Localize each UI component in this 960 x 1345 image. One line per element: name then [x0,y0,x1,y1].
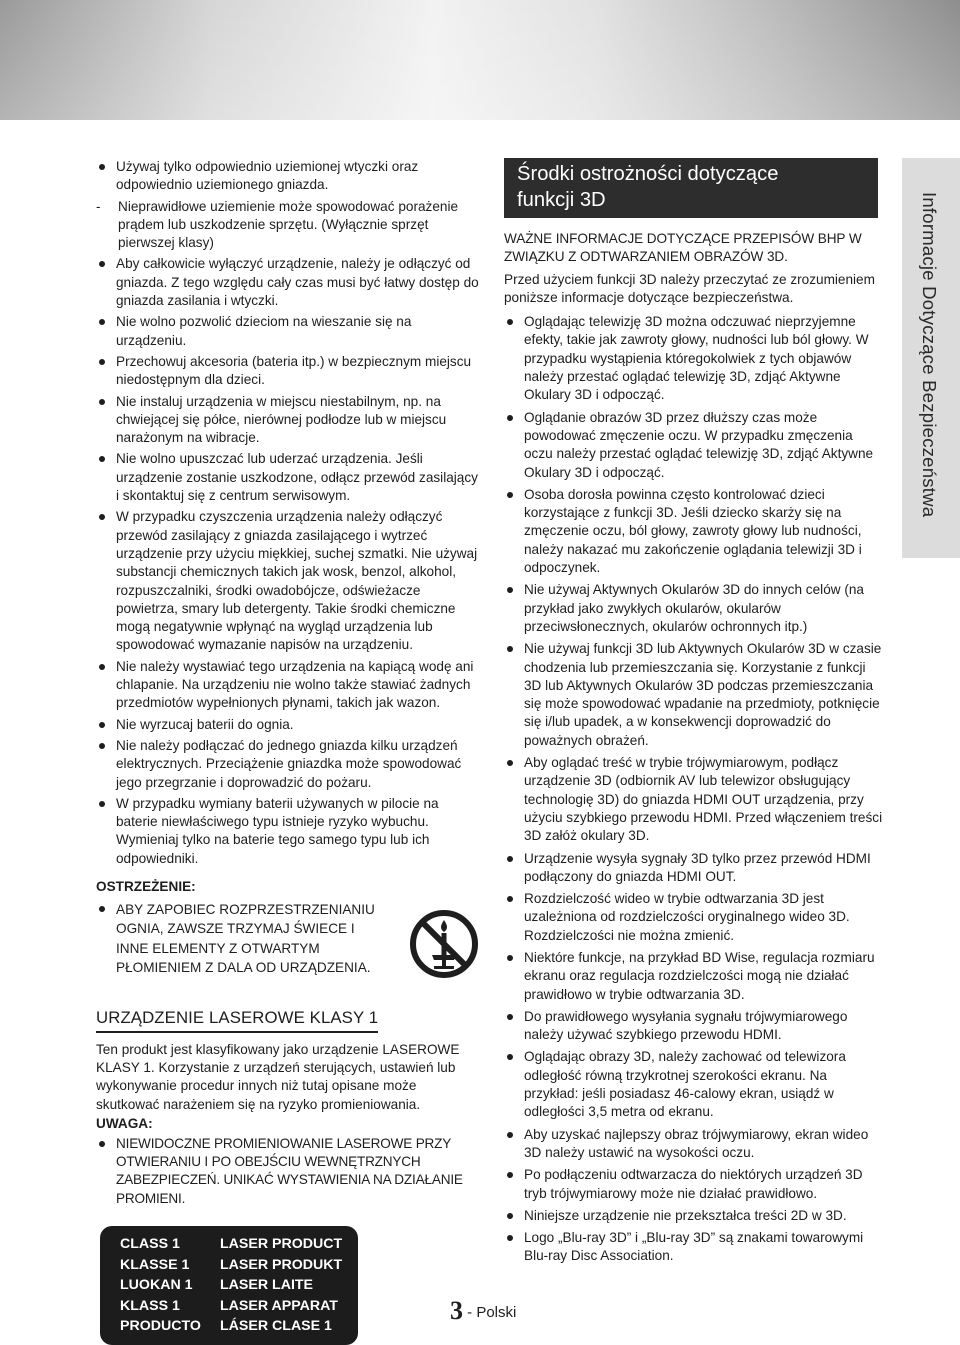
list-item: W przypadku wymiany baterii używanych w pilocie na baterie niewłaściwego typu istnieje ryzyko wybuchu. Wymieniaj tylko na baterie tego samego typu lub ich odpowiedniki. [96,795,482,868]
safety-list-top [96,158,482,195]
important-note: WAŻNE INFORMACJE DOTYCZĄCE PRZEPISÓW BHP W ZWIĄZKU Z ODTWARZANIEM OBRAZÓW 3D. [504,231,862,265]
list-item: Aby oglądać treść w trybie trójwymiarowym, podłącz urządzenie 3D (odbiornik AV lub telewizor obsługujący technologię 3D) do gniazda HDMI OUT urządzenia, przy użyciu szybkiego przewodu HDMI. Przed włączeniem treści 3D załóż okulary 3D. [504,754,884,845]
list-item: Niektóre funkcje, na przykład BD Wise, regulacja rozmiaru ekranu oraz regulacja rozdzielczości mogą nie działać prawidłowo w trybie odtwarzania 3D. [504,949,884,1004]
list-item: Aby uzyskać najlepszy obraz trójwymiarowy, ekran wideo 3D należy ustawić na wysokości oczu. [504,1126,884,1163]
list-item: Nie należy wystawiać tego urządzenia na kapiącą wodę ani chlapanie. Na urządzeniu nie wolno także stawiać żadnych przedmiotów wypełnionych płynami, takich jak wazon. [96,658,482,713]
laser-label-row [120,1275,358,1296]
section-title-line2: funkcji 3D [517,189,606,211]
page-language: - Polski [463,1304,517,1321]
3d-safety-list [504,313,884,1266]
caution-heading: OSTRZEŻENIE: [96,878,196,894]
section-title-line1: Środki ostrożności dotyczące [517,163,779,185]
list-item: Do prawidłowego wysyłania sygnału trójwymiarowego należy używać szybkiego przewodu HDMI. [504,1008,884,1045]
laser-label-product: LASER LAITE [220,1277,314,1294]
page-footer [450,1296,516,1326]
laser-label-product: LASER PRODUKT [220,1256,343,1273]
list-item: Nie używaj funkcji 3D lub Aktywnych Okularów 3D w czasie chodzenia lub przemieszczania się. Korzystanie z funkcji 3D lub Aktywnych Okularów 3D podczas przemieszczania się może spowodować wpadanie na przedmioty, potknięcie się i/lub upadek, a w konsekwencji doprowadzić do poważnych obrażeń. [504,640,884,750]
list-item: Oglądając telewizję 3D można odczuwać nieprzyjemne efekty, takie jak zawroty głowy, nudności lub ból głowy. W przypadku wystąpienia któregokolwiek z tych objawów należy przestać oglądać telewizję 3D, zdjąć Aktywne Okulary 3D i odpocząć. [504,313,884,404]
laser-warning-list [96,1135,482,1208]
list-item: Oglądanie obrazów 3D przez dłuższy czas może powodować zmęczenie oczu. W przypadku zmęczenia oczu należy przestać oglądać telewizję 3D, zdjąć Aktywne Okulary 3D i odpocząć. [504,409,884,482]
laser-label-class: KLASS 1 [120,1297,180,1314]
list-item: Przechowuj akcesoria (bateria itp.) w bezpiecznym miejscu niedostępnym dla dzieci. [96,353,482,390]
list-item: Po podłączeniu odtwarzacza do niektórych urządzeń 3D tryb trójwymiarowy może nie działać prawidłowo. [504,1166,884,1203]
chapter-side-tab-label: Informacje Dotyczące Bezpieczeństwa [919,192,940,518]
list-item: Aby całkowicie wyłączyć urządzenie, należy je odłączyć od gniazda. Z tego względu cały czas musi być łatwy dostęp do gniazda zasilania i wtyczki. [96,255,482,310]
laser-label-class: PRODUCTO [120,1318,201,1335]
laser-warning-text: NIEWIDOCZNE PROMIENIOWANIE LASEROWE PRZY OTWIERANIU I PO OBEJŚCIU WEWNĘTRZNYCH ZABEZPIECZEŃ. UNIKAĆ WYSTAWIENIA NA DZIAŁANIE PROMIENI. [96,1135,482,1208]
laser-label-product: LÁSER CLASE 1 [220,1318,332,1335]
laser-label-product: LASER PRODUCT [220,1235,343,1252]
list-item: Nie wolno upuszczać lub uderzać urządzenia. Jeśli urządzenie zostanie uszkodzone, odłącz przewód zasilający i skontaktuj się z centrum serwisowym. [96,450,482,505]
list-item: Nie instaluj urządzenia w miejscu niestabilnym, np. na chwiejącej się półce, nierównej podłodze lub w miejscu narażonym na wibracje. [96,393,482,448]
list-item: Nie wolno pozwolić dzieciom na wieszanie się na urządzeniu. [96,313,482,350]
laser-label-class: LUOKAN 1 [120,1277,193,1294]
list-item: Nie należy podłączać do jednego gniazda kilku urządzeń elektrycznych. Przeciążenie gniazdka może spowodować jego przegrzanie i doprowadzić do pożaru. [96,737,482,792]
list-item: Niniejsze urządzenie nie przekształca treści 2D w 3D. [504,1207,884,1225]
fire-warning-block [96,900,482,978]
uwaga-heading: UWAGA: [96,1115,153,1131]
laser-paragraph: Ten produkt jest klasyfikowany jako urządzenie LASEROWE KLASY 1. Korzystanie z urządzeń sterujących, ustawień lub wykonywanie procedur innych niż tutaj opisane może skutkować narażeniem się na ryzyko promieniowania. [96,1041,460,1112]
list-item: Nie wyrzucaj baterii do ognia. [96,716,482,734]
class1-laser-label [100,1226,358,1345]
section-title-3d [504,158,878,218]
header-gradient-band [0,0,960,120]
list-item: Urządzenie wysyła sygnały 3D tylko przez przewód HDMI podłączony do gniazda HDMI OUT. [504,850,884,887]
laser-label-row [120,1296,358,1317]
no-open-flame-icon [408,908,480,980]
fire-warning-text: ABY ZAPOBIEC ROZPRZESTRZENIANIU OGNIA, ZAWSZE TRZYMAJ ŚWIECE I INNE ELEMENTY Z OTWARTYM PŁOMIENIEM Z DALA OD URZĄDZENIA. [96,900,482,978]
list-item: Logo „Blu-ray 3D” i „Blu-ray 3D” są znakami towarowymi Blu-ray Disc Association. [504,1229,884,1266]
list-item: Rozdzielczość wideo w trybie odtwarzania 3D jest uzależniona od rozdzielczości oryginalnego wideo 3D. Rozdzielczości nie można zmienić. [504,890,884,945]
page-number: 3 [450,1296,463,1325]
left-column [96,158,482,1345]
list-item: Oglądając obrazy 3D, należy zachować od telewizora odległość równą trzykrotnej szerokości ekranu. Na przykład: jeśli posiadasz 46-calowy ekran, usiądź w odległości 3,5 metra od ekranu. [504,1048,884,1121]
safety-list [96,255,482,868]
laser-label-row [120,1234,358,1255]
laser-label-class: KLASSE 1 [120,1256,190,1273]
intro-paragraph: Przed użyciem funkcji 3D należy przeczytać ze zrozumieniem poniższe informacje dotyczące bezpieczeństwa. [504,271,875,305]
chapter-side-tab [902,158,960,558]
laser-label-product: LASER APPARAT [220,1297,338,1314]
list-item: Nie używaj Aktywnych Okularów 3D do innych celów (na przykład jako zwykłych okularów, okularów przeciwsłonecznych, okularów ochronnych itp.) [504,581,884,636]
right-column [504,158,884,1270]
list-item: Używaj tylko odpowiednio uziemionej wtyczki oraz odpowiednio uziemionego gniazda. [96,158,482,195]
laser-label-row [120,1255,358,1276]
list-item: W przypadku czyszczenia urządzenia należy odłączyć przewód zasilający z gniazda zasilającego i wytrzeć urządzenie przy użyciu miękkiej, suchej szmatki. Nie używaj substancji chemicznych takich jak wosk, benzol, alkohol, rozpuszczalniki, środki owadobójcze, odświeżacze powietrza, smary lub detergenty. Takie środki chemiczne mogą negatywnie wpłynąć na wygląd urządzenia lub spowodować wymazanie napisów na urządzeniu. [96,508,482,654]
list-item: Osoba dorosła powinna często kontrolować dzieci korzystające z funkcji 3D. Jeśli dziecko skarży się na zmęczenie oczu, ból głowy, zawroty głowy lub nudności, należy nakazać mu zakończenie oglądania telewizji 3D i odpoczynek. [504,486,884,577]
laser-label-class: CLASS 1 [120,1235,180,1252]
laser-section-title: URZĄDZENIE LASEROWE KLASY 1 [96,1007,378,1033]
dash-note: - Nieprawidłowe uziemienie może spowodować porażenie prądem lub uszkodzenie sprzętu. (Wyłącznie sprzęt pierwszej klasy) [96,198,482,253]
